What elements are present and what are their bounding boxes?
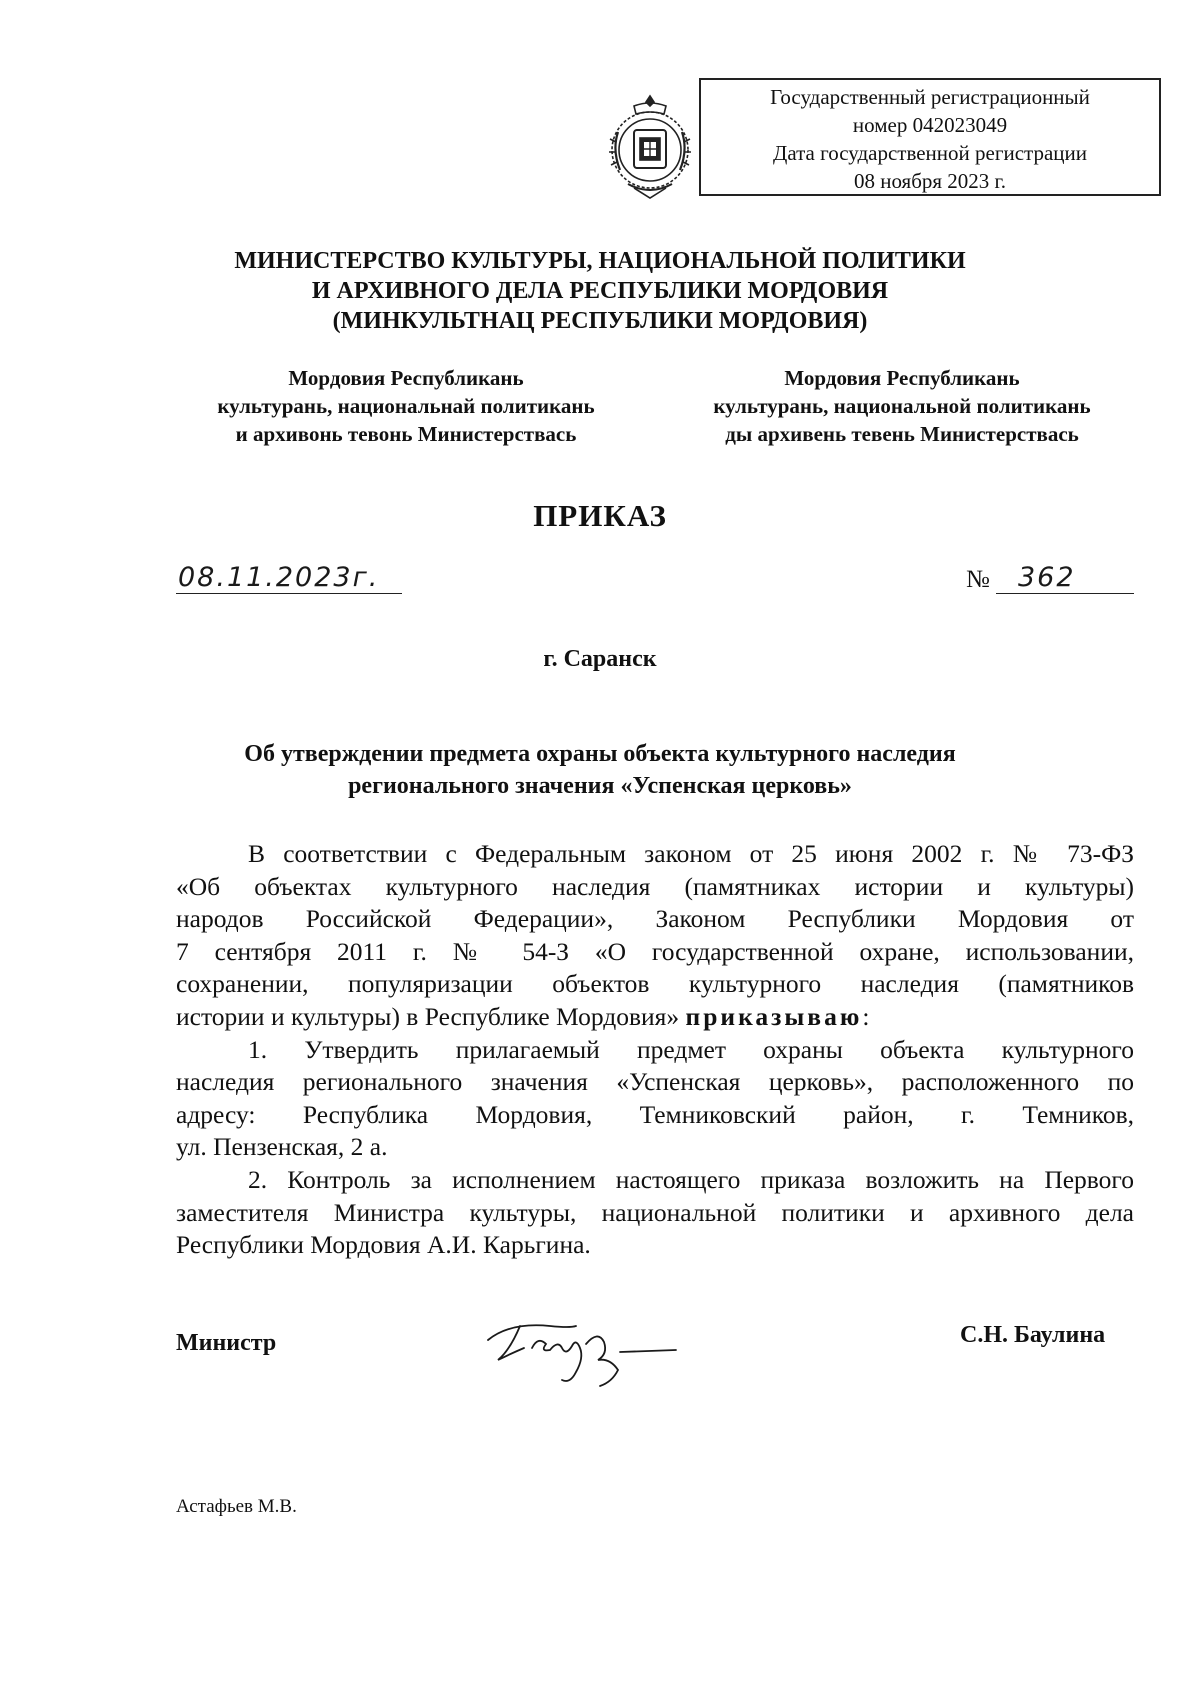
executor-name: Астафьев М.В.: [176, 1496, 297, 1517]
date-field: [176, 562, 402, 594]
body-line: сохранении, популяризации объектов культурного наследия (памятников: [176, 969, 1134, 999]
erzya-line-1: Мордовия Республикань: [784, 366, 1020, 390]
signer-title: Министр: [176, 1330, 277, 1356]
title-line-2: регионального значения «Успенская церковь»: [348, 773, 852, 799]
coat-of-arms-icon: [604, 92, 696, 200]
order-word: приказываю: [685, 1001, 863, 1031]
erzya-line-3: ды архивень тевень Министерствась: [725, 422, 1079, 446]
body-line: Республики Мордовия А.И. Карьгина.: [176, 1230, 591, 1260]
erzya-line-2: культурань, национальной политикань: [713, 394, 1091, 418]
moksha-line-3: и архивонь тевонь Министерствась: [235, 422, 577, 446]
signer-name: С.Н. Баулина: [960, 1322, 1106, 1348]
body-line: 1. Утвердить прилагаемый предмет охраны объекта культурного: [248, 1034, 1134, 1064]
title-line-1: Об утверждении предмета охраны объекта культурного наследия: [244, 741, 956, 767]
body-line: «Об объектах культурного наследия (памятниках истории и культуры): [176, 871, 1134, 901]
registration-number: номер 042023049: [852, 113, 1008, 137]
body-line-order: [176, 1001, 1134, 1034]
moksha-line-1: Мордовия Республикань: [288, 366, 524, 390]
order-colon: :: [862, 1001, 870, 1031]
body-line: наследия регионального значения «Успенская церковь», расположенного по: [176, 1067, 1134, 1097]
date-handwritten: 08.11.2023г.: [178, 562, 380, 593]
body-line: 2. Контроль за исполнением настоящего приказа возложить на Первого: [248, 1164, 1134, 1194]
ministry-line-3: (МИНКУЛЬТНАЦ РЕСПУБЛИКИ МОРДОВИЯ): [332, 308, 868, 334]
ministry-line-1: МИНИСТЕРСТВО КУЛЬТУРЫ, НАЦИОНАЛЬНОЙ ПОЛИТИКИ: [234, 248, 966, 274]
document-type: ПРИКАЗ: [533, 498, 667, 533]
document-title: [130, 738, 1070, 802]
registration-stamp: [699, 78, 1161, 196]
body-line-text: истории и культуры) в Республике Мордовия»: [176, 1001, 680, 1031]
erzya-ministry-name: [672, 364, 1132, 448]
body-line: адресу: Республика Мордовия, Темниковский район, г. Темников,: [176, 1099, 1134, 1129]
number-handwritten: 362: [1018, 562, 1076, 593]
body-line: заместителя Министра культуры, национальной политики и архивного дела: [176, 1197, 1134, 1227]
ministry-header: [150, 246, 1050, 336]
handwritten-signature: [480, 1300, 700, 1410]
moksha-line-2: культурань, национальнай политикань: [217, 394, 595, 418]
registration-date: 08 ноября 2023 г.: [853, 169, 1007, 193]
body-line: народов Российской Федерации», Законом Республики Мордовия от: [176, 904, 1134, 934]
number-field: [996, 562, 1134, 594]
body-line: В соответствии с Федеральным законом от 25 июня 2002 г. № 73-ФЗ: [248, 839, 1134, 868]
number-sign: №: [966, 566, 990, 593]
ministry-line-2: И АРХИВНОГО ДЕЛА РЕСПУБЛИКИ МОРДОВИЯ: [311, 278, 889, 304]
city: г. Саранск: [543, 646, 657, 672]
body-line: 7 сентября 2011 г. № 54-З «О государственной охране, использовании,: [176, 936, 1134, 966]
document-body: [176, 838, 1134, 1262]
registration-line-1: Государственный регистрационный: [770, 85, 1090, 109]
registration-line-3: Дата государственной регистрации: [773, 141, 1087, 165]
moksha-ministry-name: [176, 364, 636, 448]
body-line: ул. Пензенская, 2 а.: [176, 1132, 388, 1162]
